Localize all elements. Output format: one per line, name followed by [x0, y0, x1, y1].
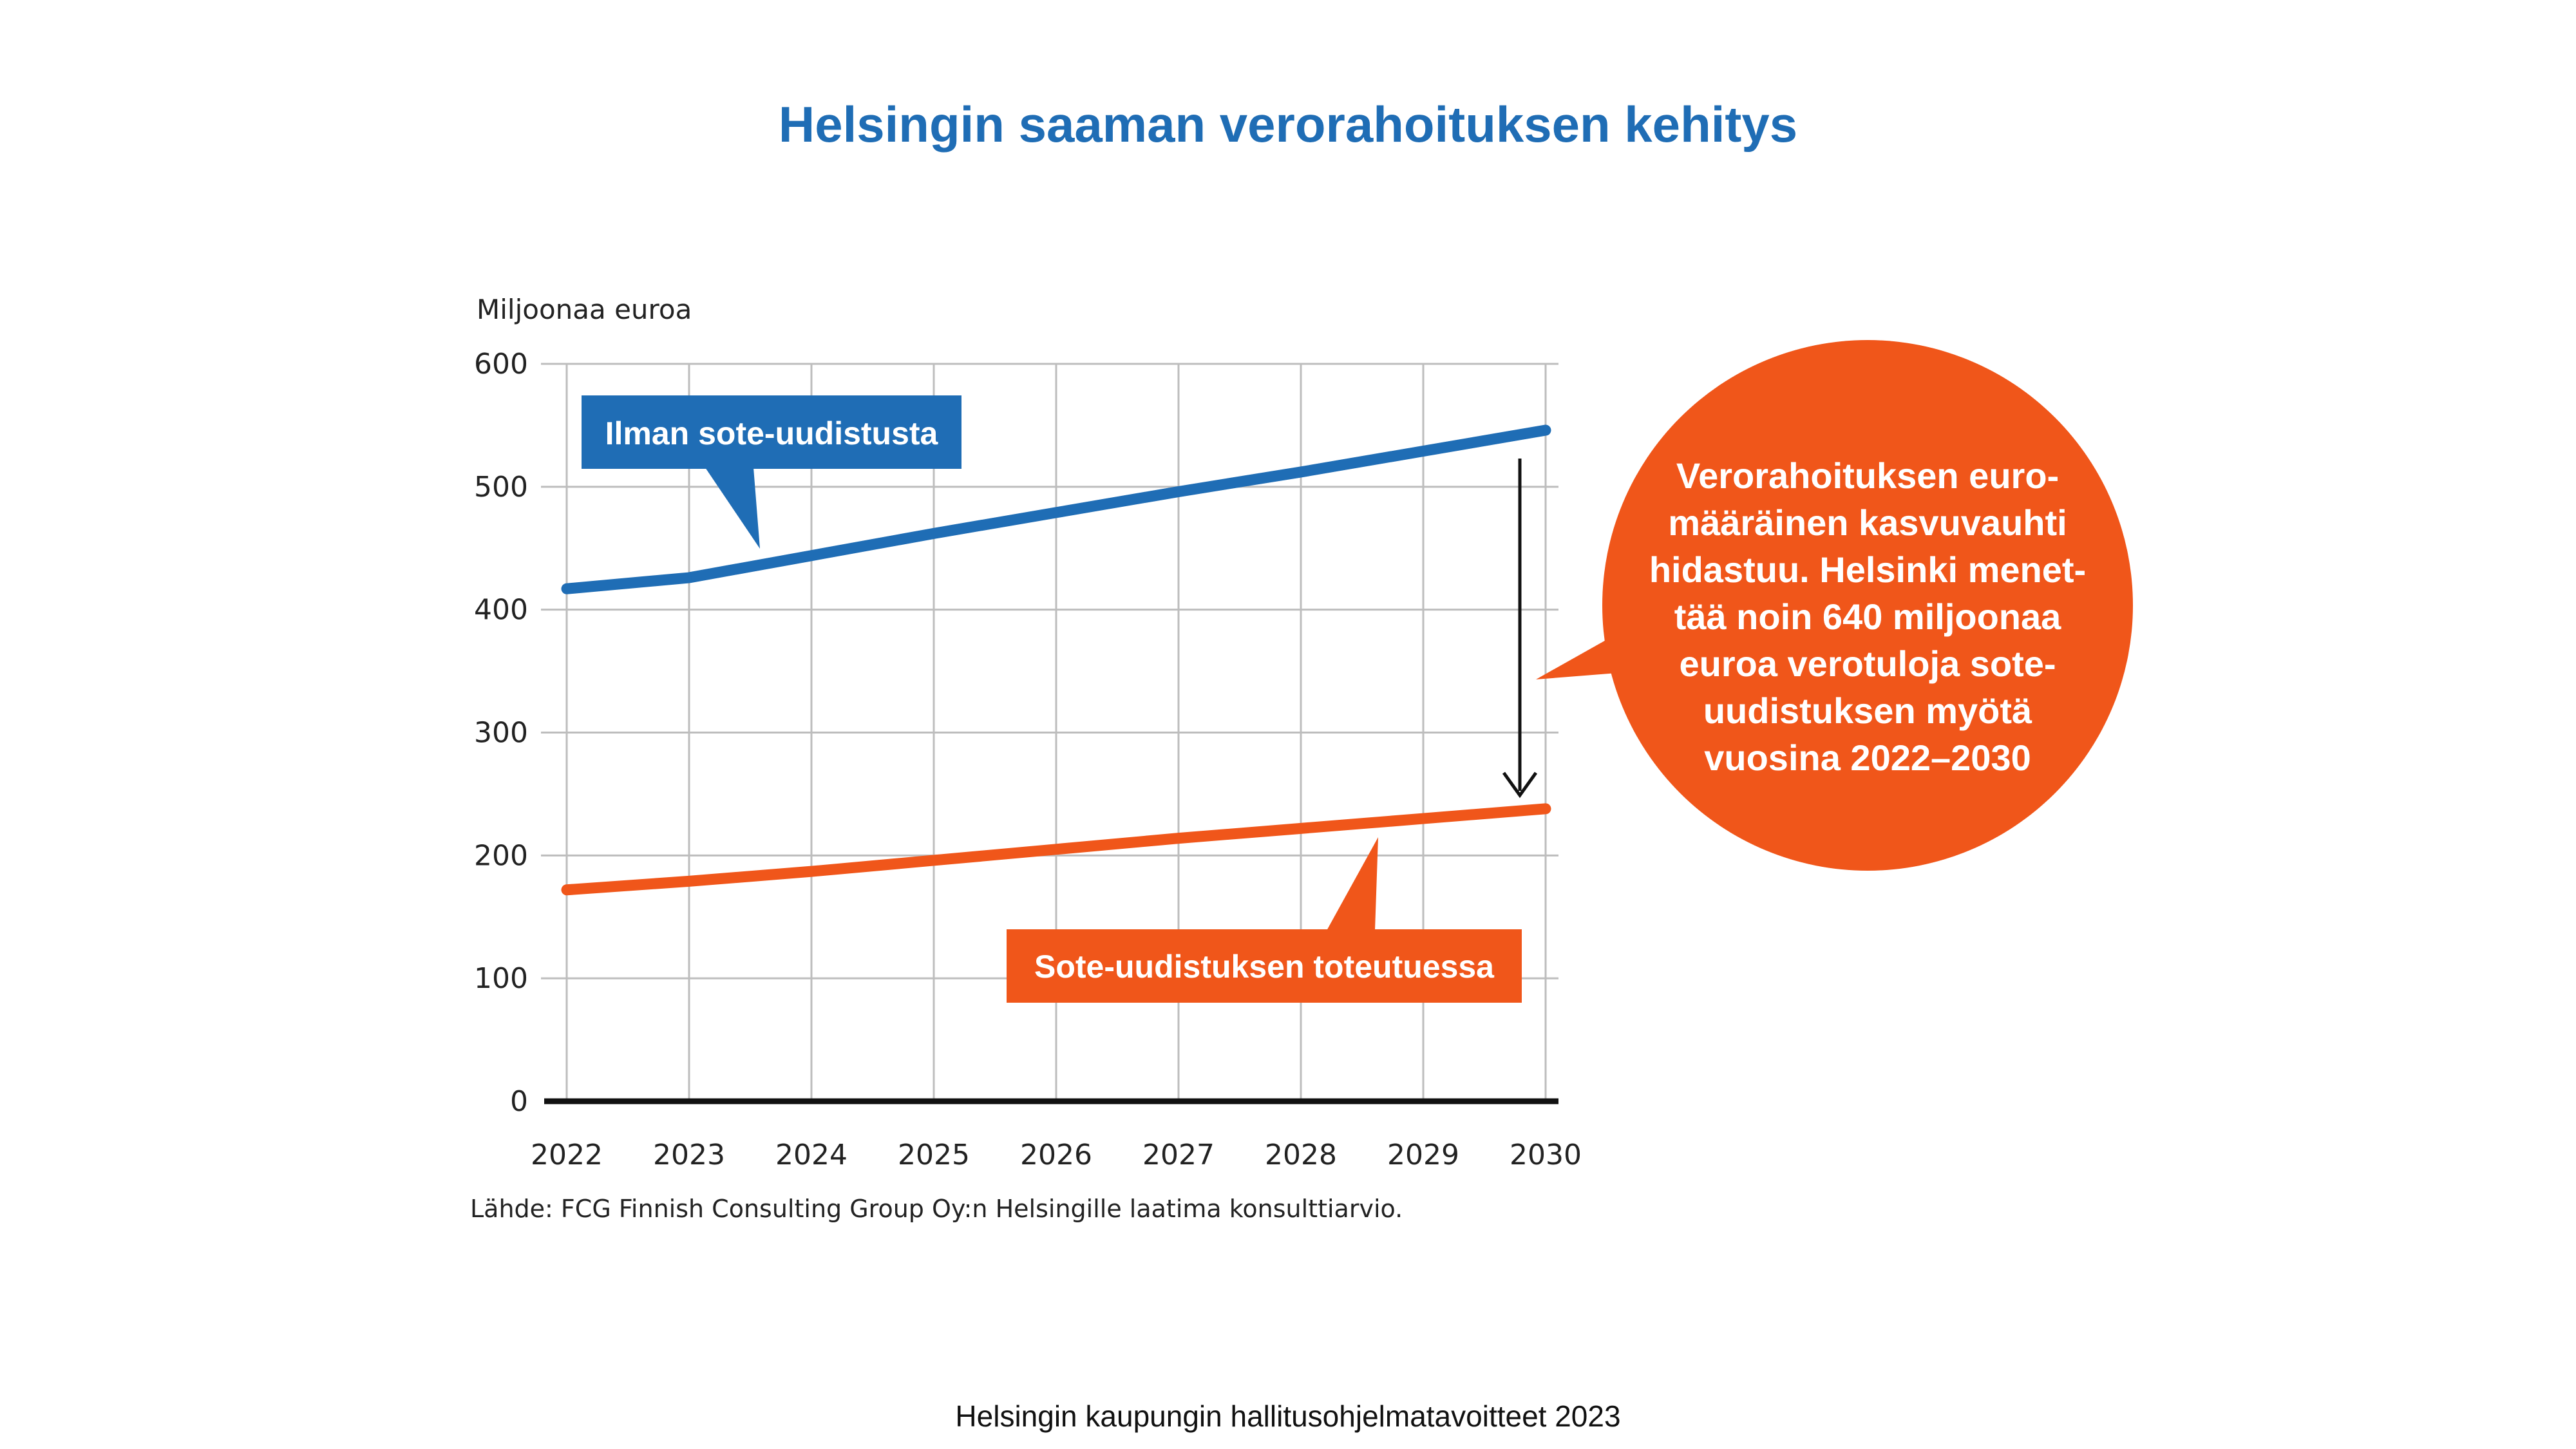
x-tick-label: 2029: [1387, 1139, 1459, 1171]
data-point: [1543, 428, 1548, 433]
x-tick-label: 2026: [1020, 1139, 1092, 1171]
data-point: [564, 887, 569, 893]
x-tick-label: 2024: [775, 1139, 848, 1171]
y-tick-label: 600: [474, 348, 528, 381]
data-point: [931, 531, 936, 536]
data-point: [1176, 489, 1181, 494]
annotation-line: määräinen kasvuvauhti: [1668, 502, 2067, 543]
series-label-pointer-blue: [705, 468, 760, 549]
data-point: [1298, 826, 1303, 831]
data-point: [809, 553, 814, 558]
annotation-line: vuosina 2022–2030: [1704, 737, 2031, 778]
y-tick-label: 500: [474, 470, 528, 504]
series-label-blue: Ilman sote-uudistusta: [605, 415, 938, 451]
x-tick-label: 2023: [653, 1139, 725, 1171]
x-tick-label: 2022: [531, 1139, 603, 1171]
x-tick-label: 2027: [1142, 1139, 1215, 1171]
data-point: [1543, 806, 1548, 811]
data-point: [931, 858, 936, 863]
data-point: [1176, 836, 1181, 841]
data-point: [1054, 510, 1059, 515]
y-tick-label: 400: [474, 593, 528, 627]
x-tick-label: 2025: [898, 1139, 970, 1171]
y-axis-label: Miljoonaa euroa: [477, 294, 692, 325]
data-point: [687, 575, 692, 580]
x-tick-label: 2030: [1510, 1139, 1582, 1171]
annotation-line: hidastuu. Helsinki menet-: [1649, 549, 2087, 590]
series-label-orange: Sote-uudistuksen toteutuessa: [1034, 949, 1494, 985]
data-point: [564, 586, 569, 591]
footer-caption: Helsingin kaupungin hallitusohjelmatavoitteet 2023: [955, 1399, 1621, 1433]
source-note: Lähde: FCG Finnish Consulting Group Oy:n Helsingille laatima konsulttiarvio.: [470, 1195, 1403, 1223]
data-point: [1298, 469, 1303, 475]
annotations: [582, 340, 2133, 1003]
y-tick-label: 300: [474, 716, 528, 750]
y-tick-label: 100: [474, 962, 528, 996]
data-point: [1421, 816, 1426, 821]
x-tick-label: 2028: [1265, 1139, 1337, 1171]
annotation-line: uudistuksen myötä: [1703, 690, 2032, 731]
y-tick-label: 0: [510, 1085, 528, 1118]
data-point: [1421, 448, 1426, 453]
y-tick-label: 200: [474, 839, 528, 873]
data-point: [809, 869, 814, 874]
series-label-pointer-orange: [1327, 837, 1378, 931]
annotation-line: Verorahoituksen euro-: [1676, 455, 2060, 496]
chart-title: Helsingin saaman verorahoituksen kehitys: [778, 96, 1798, 153]
data-point: [687, 878, 692, 884]
annotation-line: tää noin 640 miljoonaa: [1674, 596, 2061, 637]
annotation-line: euroa verotuloja sote-: [1679, 643, 2056, 684]
data-point: [1054, 847, 1059, 852]
